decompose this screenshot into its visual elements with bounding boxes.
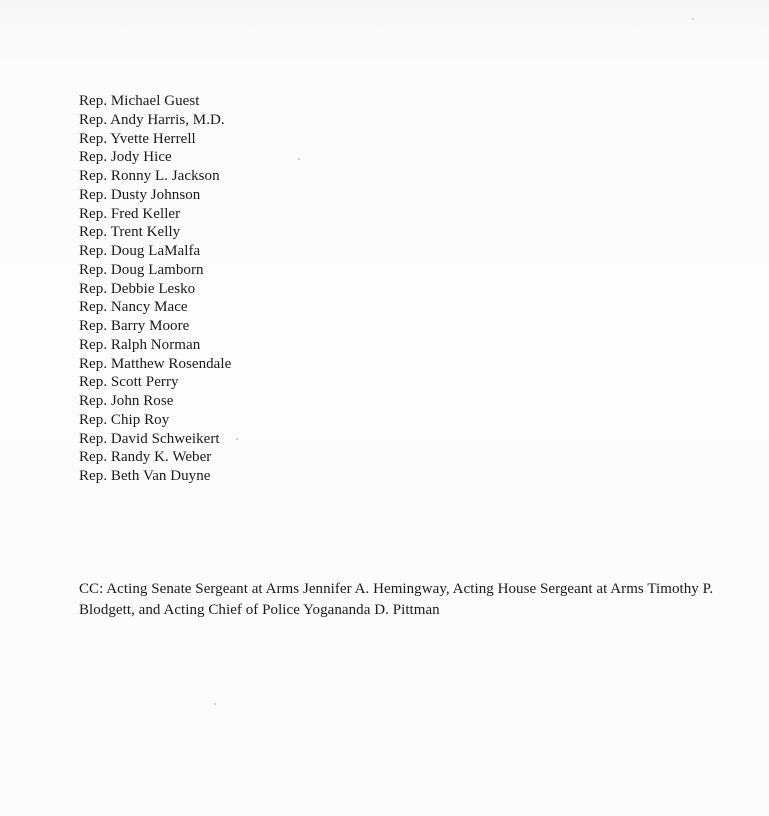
signatory-name: Rep. David Schweikert (79, 430, 220, 447)
signatory-name: Rep. Matthew Rosendale (79, 355, 232, 372)
scan-speck (692, 18, 694, 20)
signatory-name: Rep. Doug LaMalfa (79, 243, 201, 259)
signatory-name: Rep. John Rose (79, 393, 174, 409)
signatory-name: Rep. Jody Hice (79, 149, 172, 166)
scan-speck (298, 158, 300, 160)
signatory-name: Rep. Yvette Herrell (79, 130, 196, 147)
signatory-name: Rep. Ronny L. Jackson (79, 168, 220, 184)
signatory-name: Rep. Debbie Lesko (79, 280, 196, 297)
signatory-name: Rep. Scott Perry (79, 374, 179, 391)
signatory-name: Rep. Randy K. Weber (79, 449, 212, 466)
scan-speck (214, 703, 216, 705)
signatory-name: Rep. Trent Kelly (79, 224, 181, 241)
signatory-name: Rep. Michael Guest (79, 93, 200, 109)
signatory-name: Rep. Beth Van Duyne (79, 468, 211, 484)
cc-note: CC: Acting Senate Sergeant at Arms Jennifer A. Hemingway, Acting House Sergeant at Arms Timothy P. Blodgett, and Acting Chief of Police Yogananda D. Pittman (79, 581, 714, 618)
signatory-name: Rep. Barry Moore (79, 318, 190, 334)
signatory-name: Rep. Chip Roy (79, 411, 170, 428)
signatory-name: Rep. Ralph Norman (79, 336, 201, 353)
signatory-name: Rep. Nancy Mace (79, 299, 188, 316)
signatory-name: Rep. Andy Harris, M.D. (79, 111, 225, 128)
scan-speck (236, 438, 238, 440)
signatory-list (79, 92, 231, 486)
signatory-name: Rep. Fred Keller (79, 205, 181, 222)
signatory-name: Rep. Dusty Johnson (79, 186, 201, 203)
signatory-name: Rep. Doug Lamborn (79, 261, 204, 278)
